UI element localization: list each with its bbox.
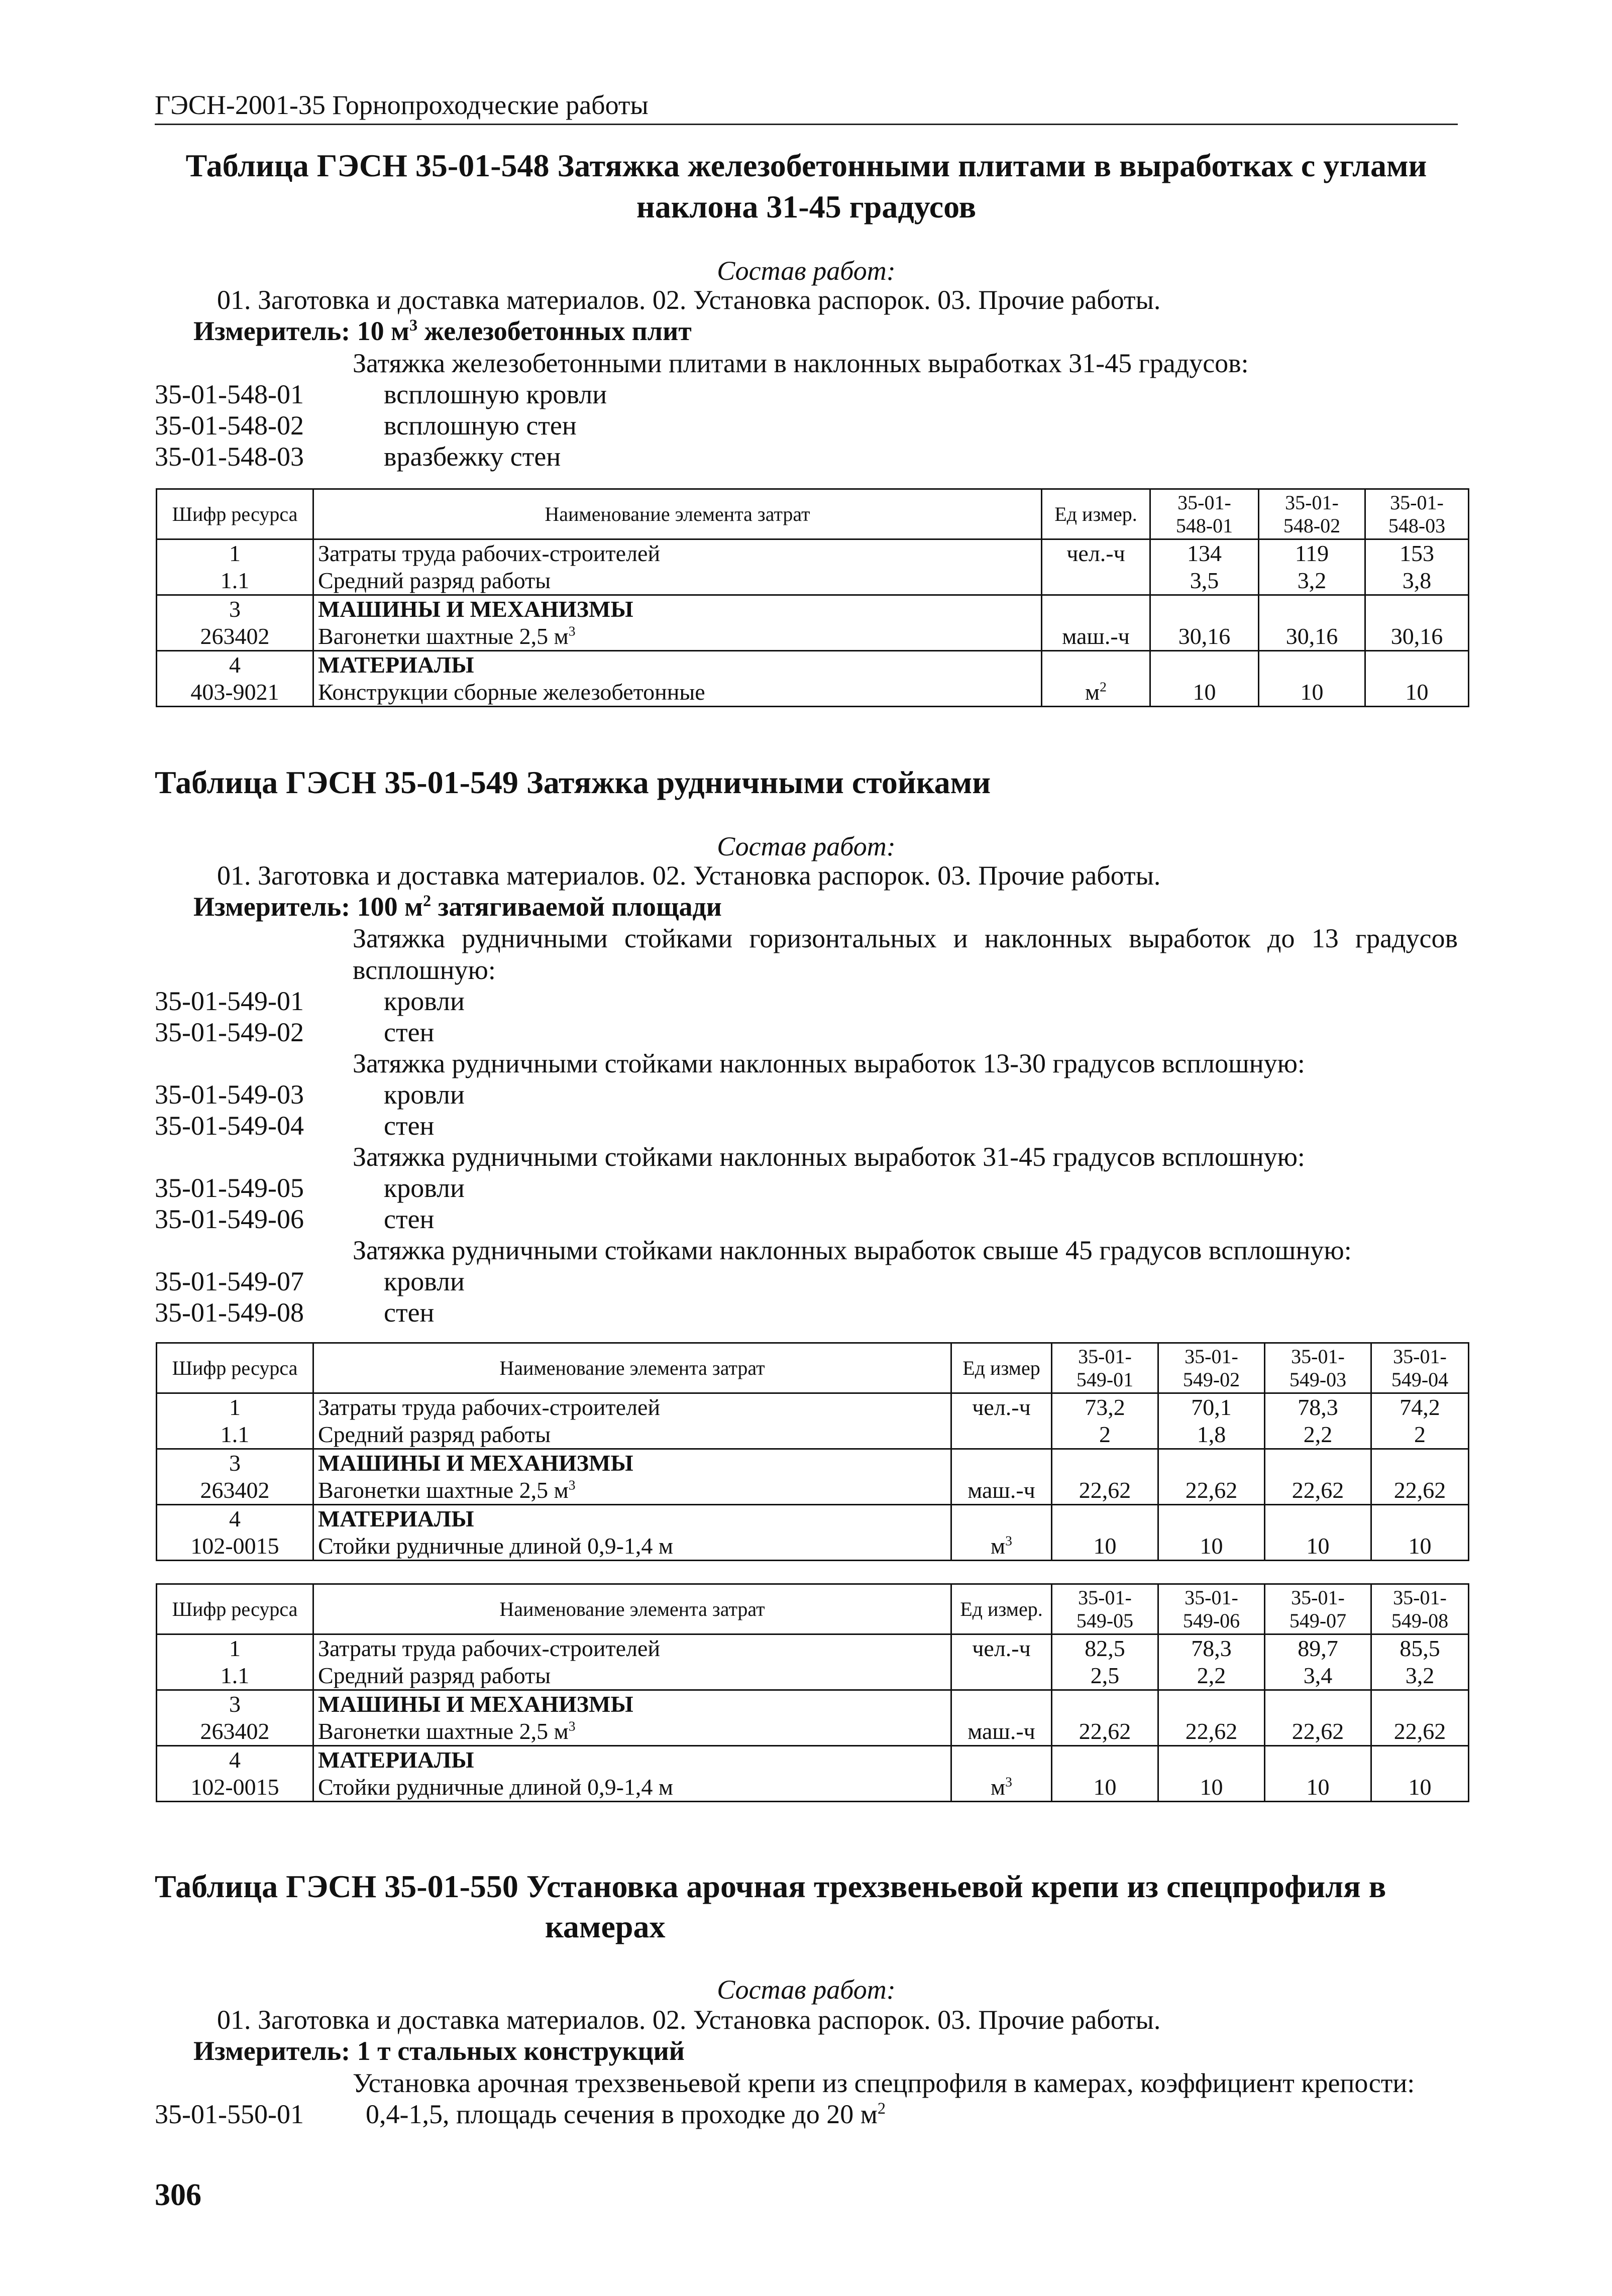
text-span: 549-04 [1391,1368,1449,1391]
table-row [157,1477,1469,1505]
header-rule [155,124,1458,125]
table-cell [1365,595,1469,623]
table-row [157,1393,1469,1422]
table-cell [1158,1449,1265,1477]
table-cell: 30,16 [1259,623,1365,651]
item-text: всплошную стен [384,410,577,441]
group-intro: Затяжка рудничными стойками горизонтальных и наклонных выработок до 13 градусов [353,923,1458,953]
text-span: 549-05 [1076,1609,1134,1632]
table-cell: 30,16 [1365,623,1469,651]
text-span: 35-01- [1393,1586,1447,1609]
table-cell: Затраты труда рабочих-строителей [313,539,1042,568]
text-span: 549-02 [1183,1368,1240,1391]
table-cell: 102-0015 [157,1533,313,1561]
table-cell [1265,1505,1371,1533]
table-cell: чел.-ч [951,1393,1052,1422]
table-row [157,595,1469,623]
table-cell: 2,2 [1265,1421,1371,1449]
item-code: 35-01-549-04 [155,1111,304,1141]
item-code: 35-01-549-08 [155,1297,304,1328]
table-row [157,1718,1469,1746]
running-header: ГЭСН-2001-35 Горнопроходческие работы [155,90,649,120]
table-cell: 263402 [157,1718,313,1746]
table-row [157,1634,1469,1663]
superscript: 3 [1005,1533,1012,1549]
table-cell: Средний разряд работы [313,1662,951,1690]
table-cell: 30,16 [1150,623,1259,651]
intro-550: Установка арочная трехзвеньевой крепи из спецпрофиля в камерах, коэффициент крепости: [353,2068,1415,2098]
text-span: 548-01 [1175,514,1233,537]
measure-550 [193,2035,685,2066]
table-cell: маш.-ч [951,1477,1052,1505]
table-cell: 73,2 [1052,1393,1158,1422]
table-cell [1150,651,1259,679]
table-cell: 119 [1259,539,1365,568]
table-cell: Шифр ресурса [157,1343,313,1393]
table-cell [1265,1449,1371,1477]
table-cell: 263402 [157,1477,313,1505]
group-intro: Затяжка рудничными стойками наклонных выработок 13-30 градусов всплошную: [353,1048,1305,1078]
item-code: 35-01-548-01 [155,379,304,409]
superscript: 2 [422,892,432,910]
table-header-row [157,489,1469,539]
text-span: 35-01- [1185,1345,1238,1368]
table-row [157,1421,1469,1449]
table-cell [1158,1690,1265,1718]
text-span: 549-03 [1289,1368,1347,1391]
table-cell: 10 [1265,1533,1371,1561]
table-cell: 10 [1259,679,1365,707]
table-cell: 10 [1158,1774,1265,1802]
item-text [366,2099,886,2130]
table-cell: 3 [157,595,313,623]
text-span: 549-08 [1391,1609,1449,1632]
item-code: 35-01-549-06 [155,1204,304,1234]
table-cell: 1.1 [157,1662,313,1690]
item-text: стен [384,1204,435,1234]
table-cell: 82,5 [1052,1634,1158,1663]
table-cell [1042,595,1150,623]
text-span: 35-01- [1177,491,1231,514]
table-cell: 3,2 [1259,567,1365,595]
table-cell: 3,2 [1371,1662,1469,1690]
table-cell: 10 [1371,1533,1469,1561]
text-span: Вагонетки шахтные 2,5 м [318,623,569,649]
text-span: Вагонетки шахтные 2,5 м [318,1477,569,1503]
table-cell: МАШИНЫ И МЕХАНИЗМЫ [313,595,1042,623]
th-name: Наименование элемента затрат [313,489,1042,539]
table-row [157,1505,1469,1533]
table-cell: 3,5 [1150,567,1259,595]
item-code: 35-01-549-01 [155,986,304,1016]
text-span: Измеритель: [193,892,351,922]
table-cell: 1.1 [157,567,313,595]
text-span: 35-01- [1291,1345,1345,1368]
table-row [157,1662,1469,1690]
table-cell: 3 [157,1690,313,1718]
table-row [157,1449,1469,1477]
table-cell [1371,1343,1469,1393]
table-row [157,1690,1469,1718]
table-cell: 78,3 [1265,1393,1371,1422]
th-col [1365,489,1469,539]
item-text: кровли [384,1266,465,1296]
text-span: 100 м [357,892,423,922]
table-cell [1052,1505,1158,1533]
superscript: 3 [1005,1774,1012,1790]
text-span: 35-01- [1078,1586,1132,1609]
table-cell [313,623,1042,651]
text-span: 1 т стальных конструкций [357,2036,685,2066]
table-cell: 22,62 [1158,1477,1265,1505]
table-cell [1052,1584,1158,1634]
table-cell [1158,1584,1265,1634]
table-550-title-line1: Таблица ГЭСН 35-01-550 Установка арочная трехзвеньевой крепи из спецпрофиля в [155,1869,1386,1904]
table-cell [951,1662,1052,1690]
table-cell: 10 [1365,679,1469,707]
table-cell: Конструкции сборные железобетонные [313,679,1042,707]
text-span: 0,4-1,5, площадь сечения в проходке до 20 м [366,2099,878,2129]
table-cell: 89,7 [1265,1634,1371,1663]
table-cell: 10 [1158,1533,1265,1561]
table-cell: 153 [1365,539,1469,568]
text-span: 35-01- [1291,1586,1345,1609]
superscript: 3 [409,316,418,335]
table-cell: Средний разряд работы [313,567,1042,595]
page-number: 306 [155,2178,201,2212]
table-row [157,679,1469,707]
table-cell [1158,1746,1265,1774]
item-code: 35-01-549-05 [155,1173,304,1203]
table-cell: 74,2 [1371,1393,1469,1422]
item-text: кровли [384,986,465,1016]
table-cell [951,1746,1052,1774]
table-cell: Шифр ресурса [157,1584,313,1634]
measure-548-value [357,316,692,346]
table-cell [951,1505,1052,1533]
table-cell: маш.-ч [1042,623,1150,651]
table-row [157,651,1469,679]
works-549: 01. Заготовка и доставка материалов. 02. Установка распорок. 03. Прочие работы. [217,860,1161,891]
group-intro: Затяжка рудничными стойками наклонных выработок 31-45 градусов всплошную: [353,1142,1305,1172]
table-cell: 2,2 [1158,1662,1265,1690]
table-cell [1158,1505,1265,1533]
table-cell: 78,3 [1158,1634,1265,1663]
table-cell: 70,1 [1158,1393,1265,1422]
table-cell: 2 [1371,1421,1469,1449]
table-cell [1042,679,1150,707]
table-cell: 10 [1052,1774,1158,1802]
table-cell: Ед измер. [951,1584,1052,1634]
table-cell: 10 [1371,1774,1469,1802]
table-cell: чел.-ч [951,1634,1052,1663]
resource-table-549-b [156,1583,1469,1802]
table-cell: Ед измер [951,1343,1052,1393]
text-span: Вагонетки шахтные 2,5 м [318,1718,569,1744]
superscript: 3 [568,623,576,639]
th-col [1150,489,1259,539]
text-span: 549-06 [1183,1609,1240,1632]
text-span: м [991,1774,1006,1800]
table-cell: МАШИНЫ И МЕХАНИЗМЫ [313,1690,951,1718]
table-cell: 1 [157,1393,313,1422]
text-span: 35-01- [1078,1345,1132,1368]
th-unit: Ед измер. [1042,489,1150,539]
table-cell: 1 [157,539,313,568]
item-text: вразбежку стен [384,442,561,472]
table-cell: 263402 [157,623,313,651]
sostav-label-548: Состав работ: [717,256,896,286]
table-cell: 22,62 [1158,1718,1265,1746]
table-cell [1371,1746,1469,1774]
item-code: 35-01-549-02 [155,1017,304,1047]
table-cell [1371,1584,1469,1634]
table-cell [951,1533,1052,1561]
table-cell: 4 [157,651,313,679]
table-548-title-line2: наклона 31-45 градусов [636,189,977,225]
superscript: 2 [877,2100,886,2118]
table-cell [1265,1690,1371,1718]
table-cell [1371,1505,1469,1533]
item-text: всплошную кровли [384,379,607,409]
table-cell [1265,1343,1371,1393]
table-header-row [157,1343,1469,1393]
table-cell: 4 [157,1505,313,1533]
table-cell [1158,1343,1265,1393]
resource-table-548 [156,488,1469,707]
table-cell [951,1449,1052,1477]
text-span: железобетонных плит [417,316,692,346]
table-cell [1259,595,1365,623]
resource-table-549-a [156,1342,1469,1561]
table-row [157,1533,1469,1561]
table-cell [313,1477,951,1505]
text-span: 549-01 [1076,1368,1134,1391]
table-cell: МАТЕРИАЛЫ [313,651,1042,679]
th-code: Шифр ресурса [157,489,313,539]
table-cell: 2,5 [1052,1662,1158,1690]
text-span: 35-01- [1285,491,1339,514]
table-cell: 3 [157,1449,313,1477]
item-code: 35-01-548-02 [155,410,304,441]
table-cell: 1.1 [157,1421,313,1449]
item-text: стен [384,1297,435,1328]
text-span: 548-03 [1388,514,1446,537]
text-span: Измеритель: [193,2036,351,2066]
table-cell: 1 [157,1634,313,1663]
item-text: кровли [384,1079,465,1110]
table-cell: Наименование элемента затрат [313,1343,951,1393]
table-cell: 10 [1052,1533,1158,1561]
table-cell: Наименование элемента затрат [313,1584,951,1634]
table-row [157,623,1469,651]
table-cell: 2 [1052,1421,1158,1449]
table-cell: 102-0015 [157,1774,313,1802]
table-cell [1042,567,1150,595]
table-cell: Затраты труда рабочих-строителей [313,1634,951,1663]
table-cell: 22,62 [1265,1477,1371,1505]
text-span: 549-07 [1289,1609,1347,1632]
table-cell: МАШИНЫ И МЕХАНИЗМЫ [313,1449,951,1477]
th-col [1259,489,1365,539]
item-code: 35-01-548-03 [155,442,304,472]
table-cell [1052,1343,1158,1393]
table-cell: 10 [1265,1774,1371,1802]
table-cell [951,1690,1052,1718]
works-550: 01. Заготовка и доставка материалов. 02. Установка распорок. 03. Прочие работы. [217,2005,1161,2035]
table-cell: Средний разряд работы [313,1421,951,1449]
sostav-label-549: Состав работ: [717,831,896,861]
table-cell [1042,651,1150,679]
table-cell [951,1421,1052,1449]
text-span: 548-02 [1283,514,1341,537]
table-cell: 134 [1150,539,1259,568]
table-cell: Стойки рудничные длиной 0,9-1,4 м [313,1533,951,1561]
text-span: 10 м [357,316,409,346]
table-cell [951,1774,1052,1802]
table-cell: маш.-ч [951,1718,1052,1746]
table-cell: Стойки рудничные длиной 0,9-1,4 м [313,1774,951,1802]
group-intro-cont: всплошную: [353,955,496,985]
table-cell [1371,1690,1469,1718]
item-code: 35-01-549-07 [155,1266,304,1296]
table-cell: 22,62 [1052,1477,1158,1505]
table-cell: чел.-ч [1042,539,1150,568]
item-code: 35-01-550-01 [155,2099,304,2129]
table-row [157,1746,1469,1774]
text-span: 35-01- [1393,1345,1447,1368]
measure-549 [193,891,722,922]
table-cell: МАТЕРИАЛЫ [313,1746,951,1774]
table-cell [313,1718,951,1746]
table-header-row [157,1584,1469,1634]
table-row [157,1774,1469,1802]
table-cell [1052,1449,1158,1477]
table-cell: Затраты труда рабочих-строителей [313,1393,951,1422]
item-text: кровли [384,1173,465,1203]
measure-549-value [357,892,722,922]
item-text: стен [384,1111,435,1141]
table-cell [1052,1690,1158,1718]
table-cell: 1,8 [1158,1421,1265,1449]
table-cell: 22,62 [1371,1477,1469,1505]
table-cell: 403-9021 [157,679,313,707]
item-code: 35-01-549-03 [155,1079,304,1110]
item-text: стен [384,1017,435,1047]
table-row [157,539,1469,568]
intro-548: Затяжка железобетонными плитами в наклонных выработках 31-45 градусов: [353,348,1249,378]
text-span: 35-01- [1185,1586,1238,1609]
text-span: 35-01- [1390,491,1444,514]
table-cell [1265,1584,1371,1634]
table-cell: 3,8 [1365,567,1469,595]
table-row [157,567,1469,595]
table-cell [1150,595,1259,623]
table-cell: 22,62 [1052,1718,1158,1746]
table-cell: 85,5 [1371,1634,1469,1663]
group-intro: Затяжка рудничными стойками наклонных выработок свыше 45 градусов всплошную: [353,1235,1352,1265]
table-cell [1265,1746,1371,1774]
table-cell: МАТЕРИАЛЫ [313,1505,951,1533]
superscript: 3 [568,1718,576,1734]
text-span: затягиваемой площади [431,892,722,922]
table-cell [1259,651,1365,679]
table-cell: 4 [157,1746,313,1774]
table-cell [1052,1746,1158,1774]
table-cell: 22,62 [1371,1718,1469,1746]
izmeritel-label: Измеритель: [193,316,351,346]
table-cell: 3,4 [1265,1662,1371,1690]
table-550-title-line2: камерах [545,1909,666,1944]
table-549-title: Таблица ГЭСН 35-01-549 Затяжка рудничными стойками [155,764,991,800]
text-span: м [1085,679,1100,705]
measure-548 [193,315,692,347]
sostav-label-550: Состав работ: [717,1975,896,2005]
table-cell [1365,651,1469,679]
table-cell [1371,1449,1469,1477]
superscript: 2 [1100,679,1107,695]
superscript: 3 [568,1477,576,1493]
table-548-title-line1: Таблица ГЭСН 35-01-548 Затяжка железобетонными плитами в выработках с углами [185,148,1427,183]
table-cell: 22,62 [1265,1718,1371,1746]
text-span: м [991,1533,1006,1559]
table-cell: 10 [1150,679,1259,707]
works-548: 01. Заготовка и доставка материалов. 02. Установка распорок. 03. Прочие работы. [217,285,1161,315]
